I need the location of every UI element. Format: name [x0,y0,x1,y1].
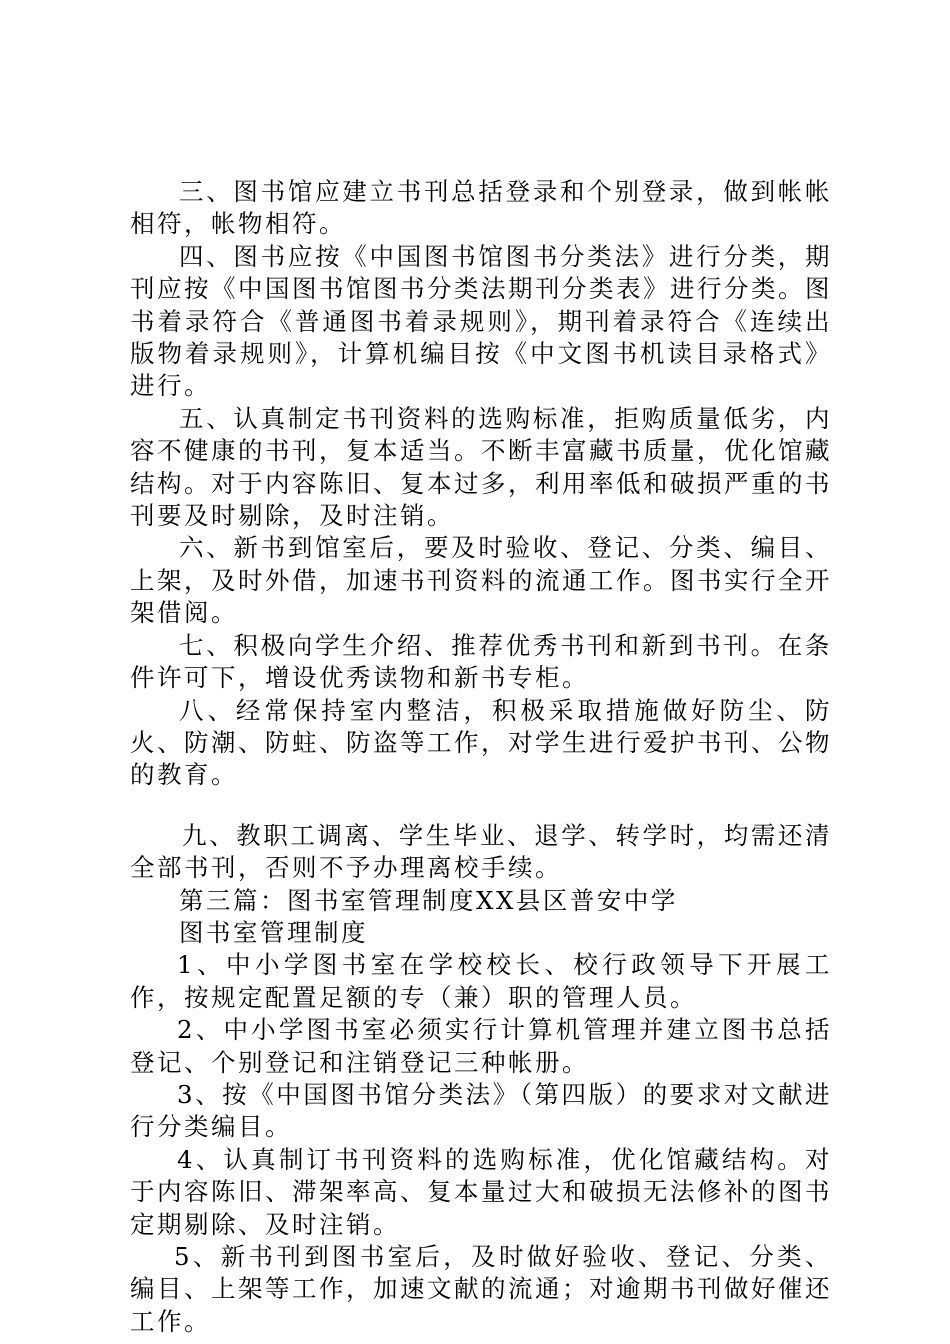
paragraph-3: 三、图书馆应建立书刊总括登录和个别登录，做到帐帐相符，帐物相符。 [130,177,832,239]
document-body [130,176,832,1338]
paragraph-9: 九、教职工调离、学生毕业、退学、转学时，均需还清全部书刊，否则不予办理离校手续。 [130,820,832,883]
item-5: 5、新书刊到图书室后，及时做好验收、登记、分类、编目、上架等工作，加速文献的流通；对逾期书刊做好催还工作。 [130,1242,832,1336]
paragraph-6: 六、新书到馆室后，要及时验收、登记、分类、编目、上架，及时外借，加速书刊资料的流通工作。图书实行全开架借阅。 [130,533,832,628]
paragraph-8: 八、经常保持室内整洁，积极采取措施做好防尘、防火、防潮、防蛀、防盗等工作，对学生进行爱护书刊、公物的教育。 [130,695,832,790]
item-2: 2、中小学图书室必须实行计算机管理并建立图书总括登记、个别登记和注销登记三种帐册。 [130,1015,832,1077]
item-3: 3、按《中国图书馆分类法》（第四版）的要求对文献进行分类编目。 [130,1079,832,1142]
paragraph-4: 四、图书应按《中国图书馆图书分类法》进行分类，期刊应按《中国图书馆图书分类法期刊分类表》进行分类。图书着录符合《普通图书着录规则》，期刊着录符合《连续出版物着录规则》，计算机编目按《中文图书机读目录格式》进行。 [130,241,832,401]
item-1: 1、中小学图书室在学校校长、校行政领导下开展工作，按规定配置足额的专（兼）职的管理人员。 [130,950,832,1012]
section-title: 图书室管理制度 [179,917,368,947]
section-heading: 第三篇：图书室管理制度XX县区普安中学 [179,885,678,915]
paragraph-7: 七、积极向学生介绍、推荐优秀书刊和新到书刊。在条件许可下，增设优秀读物和新书专柜。 [130,630,832,693]
paragraph-5: 五、认真制定书刊资料的选购标准，拒购质量低劣，内容不健康的书刊，复本适当。不断丰富藏书质量，优化馆藏结构。对于内容陈旧、复本过多，利用率低和破损严重的书刊要及时剔除，及时注销。 [130,403,832,531]
item-4: 4、认真制订书刊资料的选购标准，优化馆藏结构。对于内容陈旧、滞架率高、复本量过大和破损无法修补的图书定期剔除、及时注销。 [130,1144,832,1239]
